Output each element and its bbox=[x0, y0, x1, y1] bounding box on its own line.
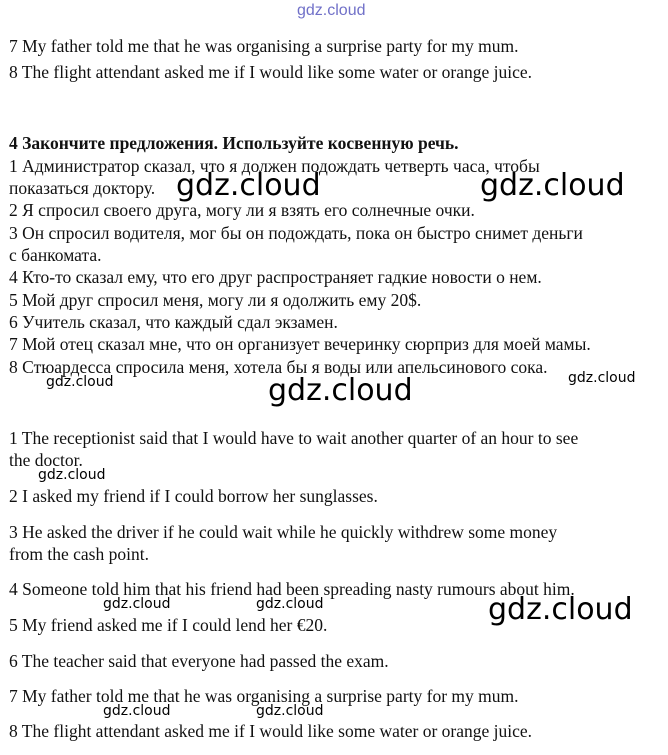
watermark: gdz.cloud bbox=[103, 703, 171, 719]
en-line-6: 6 The teacher said that everyone had passed the exam. bbox=[9, 651, 389, 671]
en-line-8: 8 The flight attendant asked me if I would like some water or orange juice. bbox=[9, 721, 533, 741]
en-line-2: 2 I asked my friend if I could borrow her sunglasses. bbox=[9, 486, 378, 506]
ru-line-1a: 1 Администратор сказал, что я должен подождать четверть часа, чтобы bbox=[9, 156, 540, 176]
watermark: gdz.cloud bbox=[256, 596, 324, 612]
watermark: gdz.cloud bbox=[176, 168, 321, 203]
ru-line-8: 8 Стюардесса спросила меня, хотела бы я воды или апельсинового сока. bbox=[9, 357, 548, 377]
watermark: gdz.cloud bbox=[103, 596, 171, 612]
en-line-1a: 1 The receptionist said that I would have to wait another quarter of an hour to see bbox=[9, 428, 579, 448]
watermark: gdz.cloud bbox=[256, 703, 324, 719]
top-line-8: 8 The flight attendant asked me if I would like some water or orange juice. bbox=[9, 62, 533, 82]
en-line-5: 5 My friend asked me if I could lend her €20. bbox=[9, 615, 328, 635]
watermark: gdz.cloud bbox=[268, 373, 413, 408]
en-line-3a: 3 He asked the driver if he could wait while he quickly withdrew some money bbox=[9, 522, 558, 542]
ru-line-2: 2 Я спросил своего друга, могу ли я взять его солнечные очки. bbox=[9, 200, 475, 220]
ru-line-5: 5 Мой друг спросил меня, могу ли я одолжить ему 20$. bbox=[9, 290, 422, 310]
ru-line-3b: с банкомата. bbox=[9, 245, 102, 265]
en-line-3b: from the cash point. bbox=[9, 544, 149, 564]
en-line-7: 7 My father told me that he was organising a surprise party for my mum. bbox=[9, 686, 519, 706]
en-line-1b: the doctor. bbox=[9, 450, 83, 470]
watermark: gdz.cloud bbox=[480, 168, 625, 203]
ru-line-4: 4 Кто-то сказал ему, что его друг распространяет гадкие новости о нем. bbox=[9, 267, 542, 287]
en-line-4: 4 Someone told him that his friend had been spreading nasty rumours about him. bbox=[9, 579, 575, 599]
ru-line-3a: 3 Он спросил водителя, мог бы он подождать, пока он быстро снимет деньги bbox=[9, 223, 583, 243]
watermark: gdz.cloud bbox=[46, 374, 114, 390]
ru-line-7: 7 Мой отец сказал мне, что он организует вечеринку сюрприз для моей мамы. bbox=[9, 334, 591, 354]
watermark: gdz.cloud bbox=[488, 592, 633, 627]
ru-line-6: 6 Учитель сказал, что каждый сдал экзамен. bbox=[9, 312, 338, 332]
ru-line-1b: показаться доктору. bbox=[9, 178, 156, 198]
watermark: gdz.cloud bbox=[38, 467, 106, 483]
exercise-heading: 4 Закончите предложения. Используйте косвенную речь. bbox=[9, 133, 459, 153]
top-line-7: 7 My father told me that he was organising a surprise party for my mum. bbox=[9, 36, 519, 56]
header-watermark: gdz.cloud bbox=[297, 2, 366, 19]
watermark: gdz.cloud bbox=[568, 370, 636, 386]
